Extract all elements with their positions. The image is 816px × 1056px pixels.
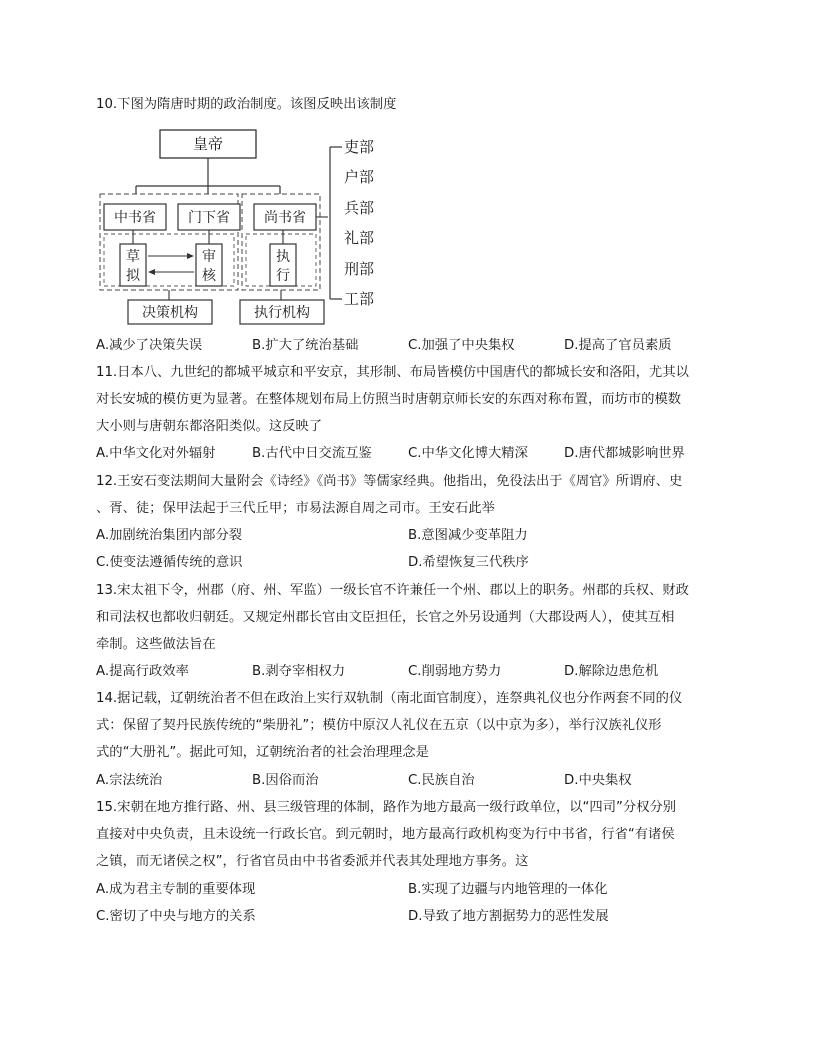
execute-char-1: 执 (276, 249, 290, 265)
shangshu-label: 尚书省 (264, 210, 306, 226)
q15-line-2: 直接对中央负责，且未设统一行政长官。到元朝时，地方最高行政机构变为行中书省，行省“有诸侯 (96, 827, 675, 842)
q11-line-1: 11.日本八、九世纪的都城平城京和平安京，其形制、布局皆模仿中国唐代的都城长安和洛阳，尤其以 (96, 365, 689, 380)
ministry-2: 户部 (344, 168, 375, 186)
q15-option-a[interactable]: A.成为君主专制的重要体现 (96, 882, 256, 897)
q11-option-d[interactable]: D.唐代都城影响世界 (564, 446, 685, 461)
exec-label: 执行机构 (254, 305, 310, 321)
tang-political-system-diagram (96, 122, 396, 334)
ministry-5: 刑部 (344, 260, 375, 278)
q10-option-c[interactable]: C.加强了中央集权 (408, 338, 515, 353)
execute-char-2: 行 (276, 268, 290, 284)
q12-option-b[interactable]: B.意图减少变革阻力 (408, 528, 528, 543)
q11-option-c[interactable]: C.中华文化博大精深 (408, 446, 528, 461)
zhongshu-label: 中书省 (114, 210, 156, 226)
draft-char-2: 拟 (126, 268, 140, 284)
q15-line-3: 之镇，而无诸侯之权”，行省官员由中书省委派并代表其处理地方事务。这 (96, 854, 529, 869)
q10-option-a[interactable]: A.减少了决策失误 (96, 338, 203, 353)
q13-line-1: 13.宋太祖下令，州郡（府、州、军监）一级长官不许兼任一个州、郡以上的职务。州郡的兵权、财政 (96, 583, 689, 598)
review-char-2: 核 (202, 268, 216, 284)
q15-option-b[interactable]: B.实现了边疆与内地管理的一体化 (408, 882, 608, 897)
q12-option-a[interactable]: A.加剧统治集团内部分裂 (96, 528, 243, 543)
draft-char-1: 草 (126, 249, 140, 265)
q11-line-3: 大小则与唐朝东都洛阳类似。这反映了 (96, 419, 323, 434)
q15-option-c[interactable]: C.密切了中央与地方的关系 (96, 909, 256, 924)
q13-line-3: 牵制。这些做法旨在 (96, 637, 216, 652)
ministry-6: 工部 (344, 290, 375, 308)
q12-option-c[interactable]: C.使变法遵循传统的意识 (96, 555, 243, 570)
menxia-label: 门下省 (188, 210, 230, 226)
q14-option-a[interactable]: A.宗法统治 (96, 773, 163, 788)
ministry-3: 兵部 (344, 199, 375, 217)
emperor-label: 皇帝 (192, 135, 224, 153)
decision-label: 决策机构 (142, 305, 198, 321)
q10-option-b[interactable]: B.扩大了统治基础 (252, 338, 359, 353)
q11-option-a[interactable]: A.中华文化对外辐射 (96, 446, 216, 461)
q13-option-a[interactable]: A.提高行政效率 (96, 664, 189, 679)
q13-option-c[interactable]: C.削弱地方势力 (408, 664, 502, 679)
q15-line-1: 15.宋朝在地方推行路、州、县三级管理的体制，路作为地方最高一级行政单位，以“四司”分权分别 (96, 800, 677, 815)
q14-option-c[interactable]: C.民族自治 (408, 773, 475, 788)
ministry-1: 吏部 (344, 138, 375, 156)
q14-line-1: 14.据记载，辽朝统治者不但在政治上实行双轨制（南北面官制度），连祭典礼仪也分作两套不同的仪 (96, 691, 683, 706)
q14-line-3: 式的“大册礼”。据此可知，辽朝统治者的社会治理理念是 (96, 745, 429, 760)
q13-option-b[interactable]: B.剥夺宰相权力 (252, 664, 346, 679)
q13-option-d[interactable]: D.解除边患危机 (564, 664, 659, 679)
q11-line-2: 对长安城的模仿更为显著。在整体规划布局上仿照当时唐朝京师长安的东西对称布置，而坊市的模数 (96, 392, 682, 407)
q14-line-2: 式：保留了契丹民族传统的“柴册礼”；模仿中原汉人礼仪在五京（以中京为多），举行汉族礼仪形 (96, 718, 662, 733)
q12-option-d[interactable]: D.希望恢复三代秩序 (408, 555, 529, 570)
q10-stem: 10.下图为隋唐时期的政治制度。该图反映出该制度 (96, 97, 397, 112)
q12-line-1: 12.王安石变法期间大量附会《诗经》《尚书》等儒家经典。他指出，免役法出于《周官》所谓府、史 (96, 474, 683, 489)
q15-option-d[interactable]: D.导致了地方割据势力的恶性发展 (408, 909, 609, 924)
review-char-1: 审 (202, 249, 216, 265)
q11-option-b[interactable]: B.古代中日交流互鉴 (252, 446, 372, 461)
ministry-4: 礼部 (344, 229, 375, 247)
q13-line-2: 和司法权也都收归朝廷。又规定州郡长官由文臣担任，长官之外另设通判（大郡设两人），使其互相 (96, 610, 675, 625)
q10-option-d[interactable]: D.提高了官员素质 (564, 338, 672, 353)
q14-option-d[interactable]: D.中央集权 (564, 773, 632, 788)
q14-option-b[interactable]: B.因俗而治 (252, 773, 319, 788)
q12-line-2: 、胥、徒；保甲法起于三代丘甲；市易法源自周之司市。王安石此举 (96, 501, 495, 516)
